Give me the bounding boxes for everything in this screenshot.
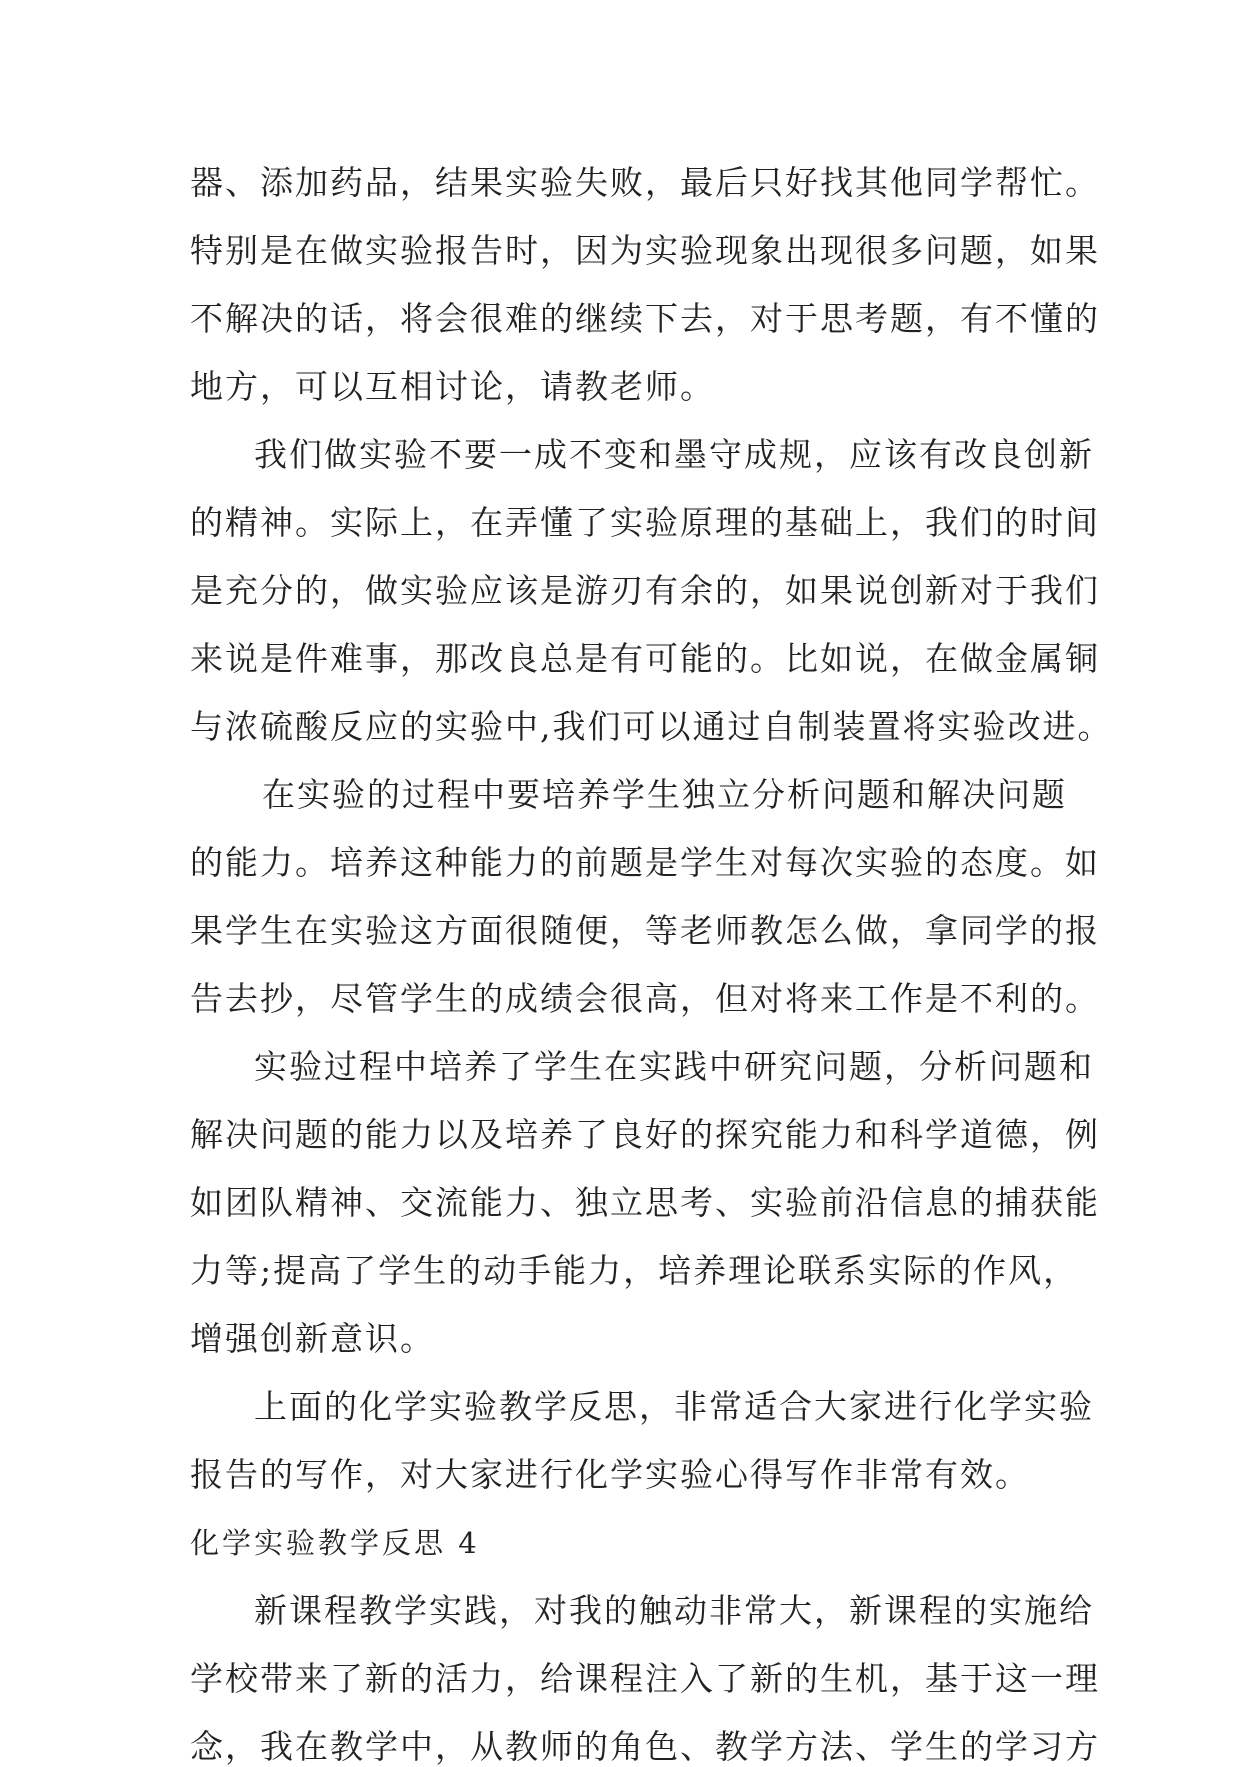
text-line: 力等;提高了学生的动手能力，培养理论联系实际的作风，	[190, 1251, 1079, 1290]
text-line: 的能力。培养这种能力的前题是学生对每次实验的态度。如	[190, 843, 1100, 882]
text-line: 如团队精神、交流能力、独立思考、实验前沿信息的捕获能	[190, 1183, 1100, 1222]
text-line: 的精神。实际上，在弄懂了实验原理的基础上，我们的时间	[190, 503, 1100, 542]
paragraph-first-line: 我们做实验不要一成不变和墨守成规，应该有改良创新	[254, 435, 1094, 474]
text-line: 地方，可以互相讨论，请教老师。	[190, 367, 715, 406]
text-line: 告去抄，尽管学生的成绩会很高，但对将来工作是不利的。	[190, 979, 1100, 1018]
section-heading: 化学实验教学反思 4	[190, 1526, 480, 1560]
paragraph-first-line: 在实验的过程中要培养学生独立分析问题和解决问题	[262, 775, 1067, 814]
text-line: 解决问题的能力以及培养了良好的探究能力和科学道德，例	[190, 1115, 1100, 1154]
text-line: 与浓硫酸反应的实验中,我们可以通过自制装置将实验改进。	[190, 707, 1113, 746]
text-line: 果学生在实验这方面很随便，等老师教怎么做，拿同学的报	[190, 911, 1100, 950]
text-line: 是充分的，做实验应该是游刃有余的，如果说创新对于我们	[190, 571, 1100, 610]
text-line: 特别是在做实验报告时，因为实验现象出现很多问题，如果	[190, 231, 1100, 270]
paragraph-first-line: 上面的化学实验教学反思，非常适合大家进行化学实验	[254, 1387, 1094, 1426]
text-line: 念，我在教学中，从教师的角色、教学方法、学生的学习方	[190, 1727, 1100, 1766]
text-line: 学校带来了新的活力，给课程注入了新的生机，基于这一理	[190, 1659, 1100, 1698]
text-line: 来说是件难事，那改良总是有可能的。比如说，在做金属铜	[190, 639, 1100, 678]
text-line: 增强创新意识。	[190, 1319, 435, 1358]
paragraph-first-line: 实验过程中培养了学生在实践中研究问题，分析问题和	[254, 1047, 1094, 1086]
text-line: 报告的写作，对大家进行化学实验心得写作非常有效。	[190, 1455, 1030, 1494]
paragraph-first-line: 新课程教学实践，对我的触动非常大，新课程的实施给	[254, 1591, 1094, 1630]
text-line: 器、添加药品，结果实验失败，最后只好找其他同学帮忙。	[190, 163, 1100, 202]
text-line: 不解决的话，将会很难的继续下去，对于思考题，有不懂的	[190, 299, 1100, 338]
